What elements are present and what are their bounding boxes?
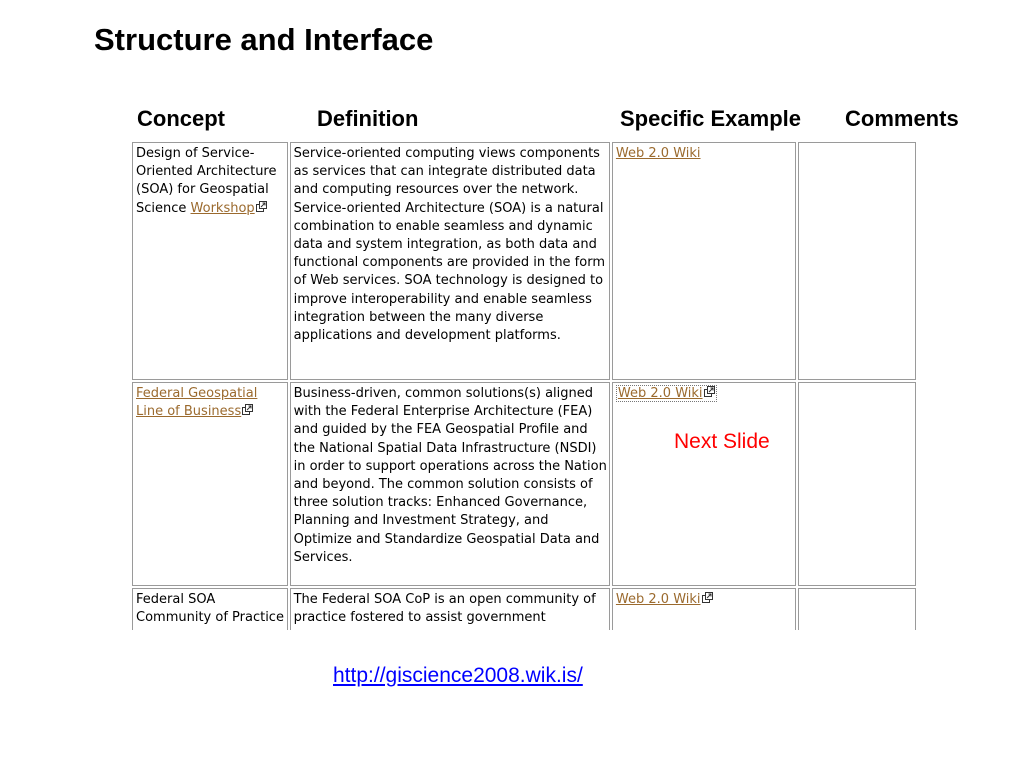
web20-wiki-link[interactable]: Web 2.0 Wiki [617,386,703,401]
concept-cell [132,142,288,380]
concept-cell [132,382,288,586]
external-link-icon [702,592,713,603]
web20-wiki-link[interactable]: Web 2.0 Wiki [615,146,701,161]
definition-cell: The Federal SOA CoP is an open community of practice fostered to assist government [290,588,610,630]
web20-wiki-link-box[interactable] [616,385,717,402]
header-specific-example: Specific Example [620,106,801,131]
web20-wiki-link[interactable]: Web 2.0 Wiki [615,592,701,607]
comments-cell [798,382,916,586]
comments-cell [798,588,916,630]
table-row [132,142,916,380]
next-slide-label[interactable]: Next Slide [674,430,770,453]
header-concept: Concept [137,106,225,131]
definition-cell: Service-oriented computing views components as services that can integrate distributed data and computing resources over the network. Service-oriented Architecture (SOA) is a natural combination to enable seamless and dynamic data and system integration, as both data and functional components are provided in the form of Web services. SOA technology is designed to improve interoperability and enable seamless integration between the many diverse applications and development platforms. [290,142,610,380]
external-link-icon [242,404,253,415]
definition-cell: Business-driven, common solutions(s) aligned with the Federal Enterprise Architecture (FEA) and guided by the FEA Geospatial Profile and the National Spatial Data Infrastructure (NSDI) in order to support operations across the Nation and beyond. The common solution consists of three solution tracks: Enhanced Governance, Planning and Investment Strategy, and Optimize and Standardize Geospatial Data and Services. [290,382,610,586]
external-link-icon [256,201,267,212]
table-row [132,382,916,586]
table-row [132,588,916,630]
header-comments: Comments [845,106,959,131]
slide-title: Structure and Interface [94,22,434,57]
wiki-table-screenshot [110,140,918,630]
header-definition: Definition [317,106,419,131]
concept-text: Design of Service-Oriented Architecture (SOA) for Geospatial Science [136,146,277,216]
giscience-wiki-url-link[interactable]: http://giscience2008.wik.is/ [333,664,583,687]
example-cell [612,142,796,380]
example-cell [612,588,796,630]
example-cell [612,382,796,586]
workshop-link[interactable]: Workshop [190,200,255,216]
external-link-icon [704,386,715,397]
concept-table [130,140,918,630]
comments-cell [798,142,916,380]
federal-geospatial-lob-link[interactable]: Federal Geospatial Line of Business [136,386,258,420]
concept-cell: Federal SOA Community of Practice [132,588,288,630]
